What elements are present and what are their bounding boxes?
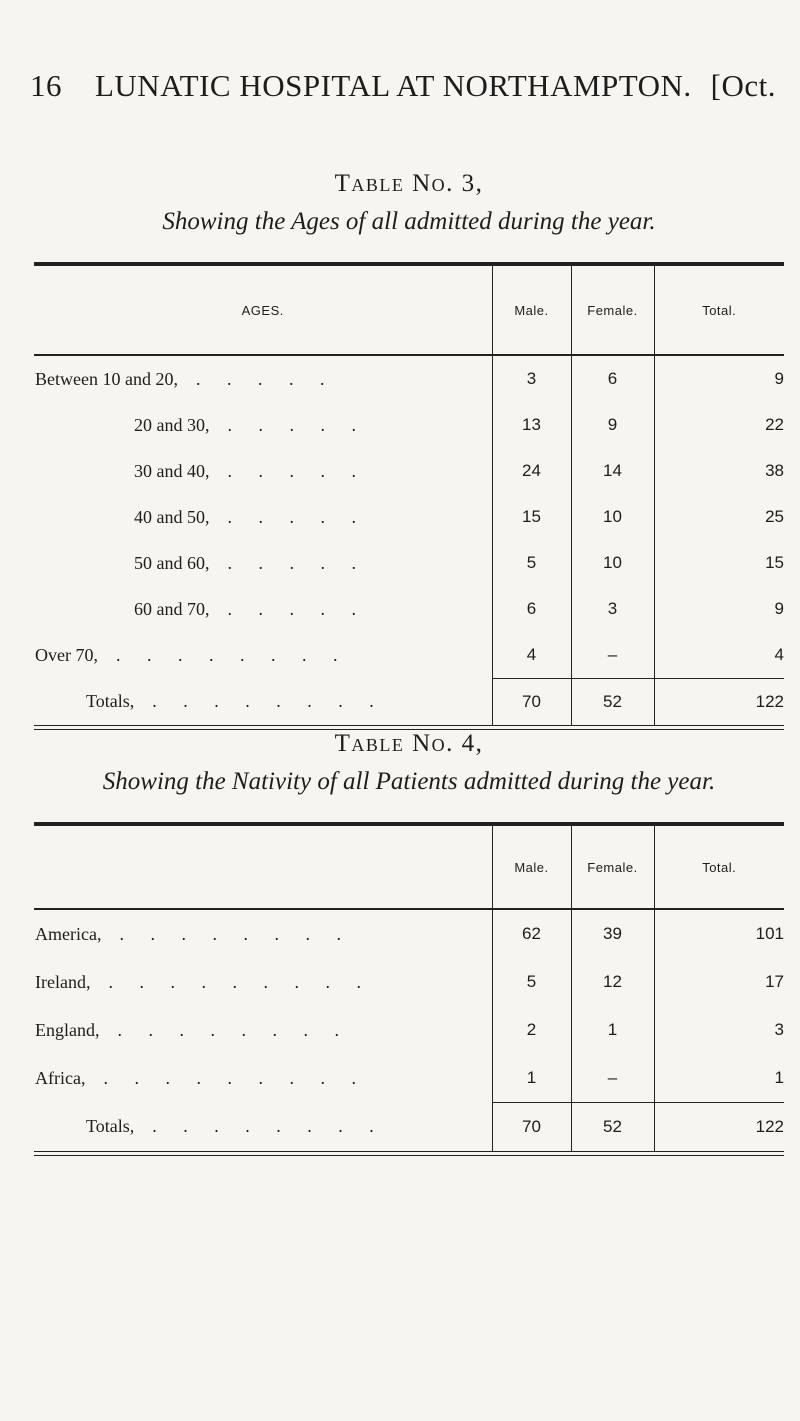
row-label: 50 and 60, . . . . . [134,552,367,573]
row-label: America, . . . . . . . . [35,923,352,944]
page-date: [Oct. [710,68,776,103]
row-label: England, . . . . . . . . [35,1019,350,1040]
cell-female: 39 [571,909,654,958]
row-label: Totals, . . . . . . . . [86,691,385,712]
cell-male: 5 [492,958,571,1006]
table-3-subtitle: Showing the Ages of all admitted during the year. [162,208,656,235]
row-label: 60 and 70, . . . . . [134,598,367,619]
table-3-title: Table No. 3, [334,170,484,197]
cell-total: 101 [654,909,784,958]
row-label: 40 and 50, . . . . . [134,506,367,527]
cell-male: 2 [492,1006,571,1054]
page-number: 16 [30,68,62,103]
table-3 [34,266,784,725]
cell-total: 4 [654,632,784,679]
cell-male: 70 [492,1103,571,1152]
cell-total: 122 [654,679,784,726]
table-4-bottom-rule [34,1151,784,1152]
cell-female: – [571,1054,654,1103]
cell-male: 4 [492,632,571,679]
row-label: 30 and 40, . . . . . [134,460,367,481]
col-header-total: Total. [654,266,784,355]
cell-female: 14 [571,448,654,494]
cell-female: 1 [571,1006,654,1054]
table-row [34,540,784,586]
cell-male: 13 [492,402,571,448]
cell-male: 5 [492,540,571,586]
row-label: Between 10 and 20, . . . . . [35,368,336,389]
table-3-bottom-rule [34,725,784,726]
row-label: Over 70, . . . . . . . . [35,644,349,665]
cell-total: 17 [654,958,784,1006]
cell-female: 10 [571,540,654,586]
running-head [30,68,776,104]
cell-female: 3 [571,586,654,632]
table-row [34,494,784,540]
col-header-male: Male. [492,826,571,909]
table-3-header-row [34,266,784,355]
table-totals-row [34,1103,784,1152]
cell-female: 52 [571,679,654,726]
table-4 [34,826,784,1151]
table-4-block [34,730,784,1156]
cell-total: 122 [654,1103,784,1152]
table-totals-row [34,679,784,726]
table-row [34,586,784,632]
col-header-male: Male. [492,266,571,355]
table-row [34,909,784,958]
col-header-blank [34,826,492,909]
row-label: Africa, . . . . . . . . . [35,1067,367,1088]
row-label: Ireland, . . . . . . . . . [35,971,372,992]
cell-male: 62 [492,909,571,958]
col-header-ages: AGES. [34,266,492,355]
row-label: 20 and 30, . . . . . [134,414,367,435]
cell-female: – [571,632,654,679]
table-row [34,402,784,448]
col-header-total: Total. [654,826,784,909]
table-3-block [34,170,784,730]
cell-total: 1 [654,1054,784,1103]
table-row [34,632,784,679]
cell-female: 12 [571,958,654,1006]
table-4-title: Table No. 4, [334,730,484,757]
cell-female: 52 [571,1103,654,1152]
cell-total: 9 [654,586,784,632]
row-label: Totals, . . . . . . . . [86,1116,385,1137]
cell-total: 38 [654,448,784,494]
cell-male: 3 [492,355,571,402]
cell-total: 9 [654,355,784,402]
cell-total: 22 [654,402,784,448]
table-row [34,355,784,402]
cell-male: 70 [492,679,571,726]
table-row [34,1054,784,1103]
cell-male: 15 [492,494,571,540]
table-4-bottom-rule-2 [34,1155,784,1156]
cell-male: 6 [492,586,571,632]
page-title: LUNATIC HOSPITAL AT NORTHAMPTON. [94,68,692,103]
cell-female: 9 [571,402,654,448]
cell-female: 6 [571,355,654,402]
cell-total: 15 [654,540,784,586]
table-row [34,1006,784,1054]
cell-female: 10 [571,494,654,540]
table-row [34,448,784,494]
table-row [34,958,784,1006]
col-header-female: Female. [571,826,654,909]
table-4-subtitle: Showing the Nativity of all Patients admitted during the year. [102,768,716,795]
cell-male: 24 [492,448,571,494]
cell-total: 3 [654,1006,784,1054]
cell-male: 1 [492,1054,571,1103]
col-header-female: Female. [571,266,654,355]
table-4-header-row [34,826,784,909]
cell-total: 25 [654,494,784,540]
